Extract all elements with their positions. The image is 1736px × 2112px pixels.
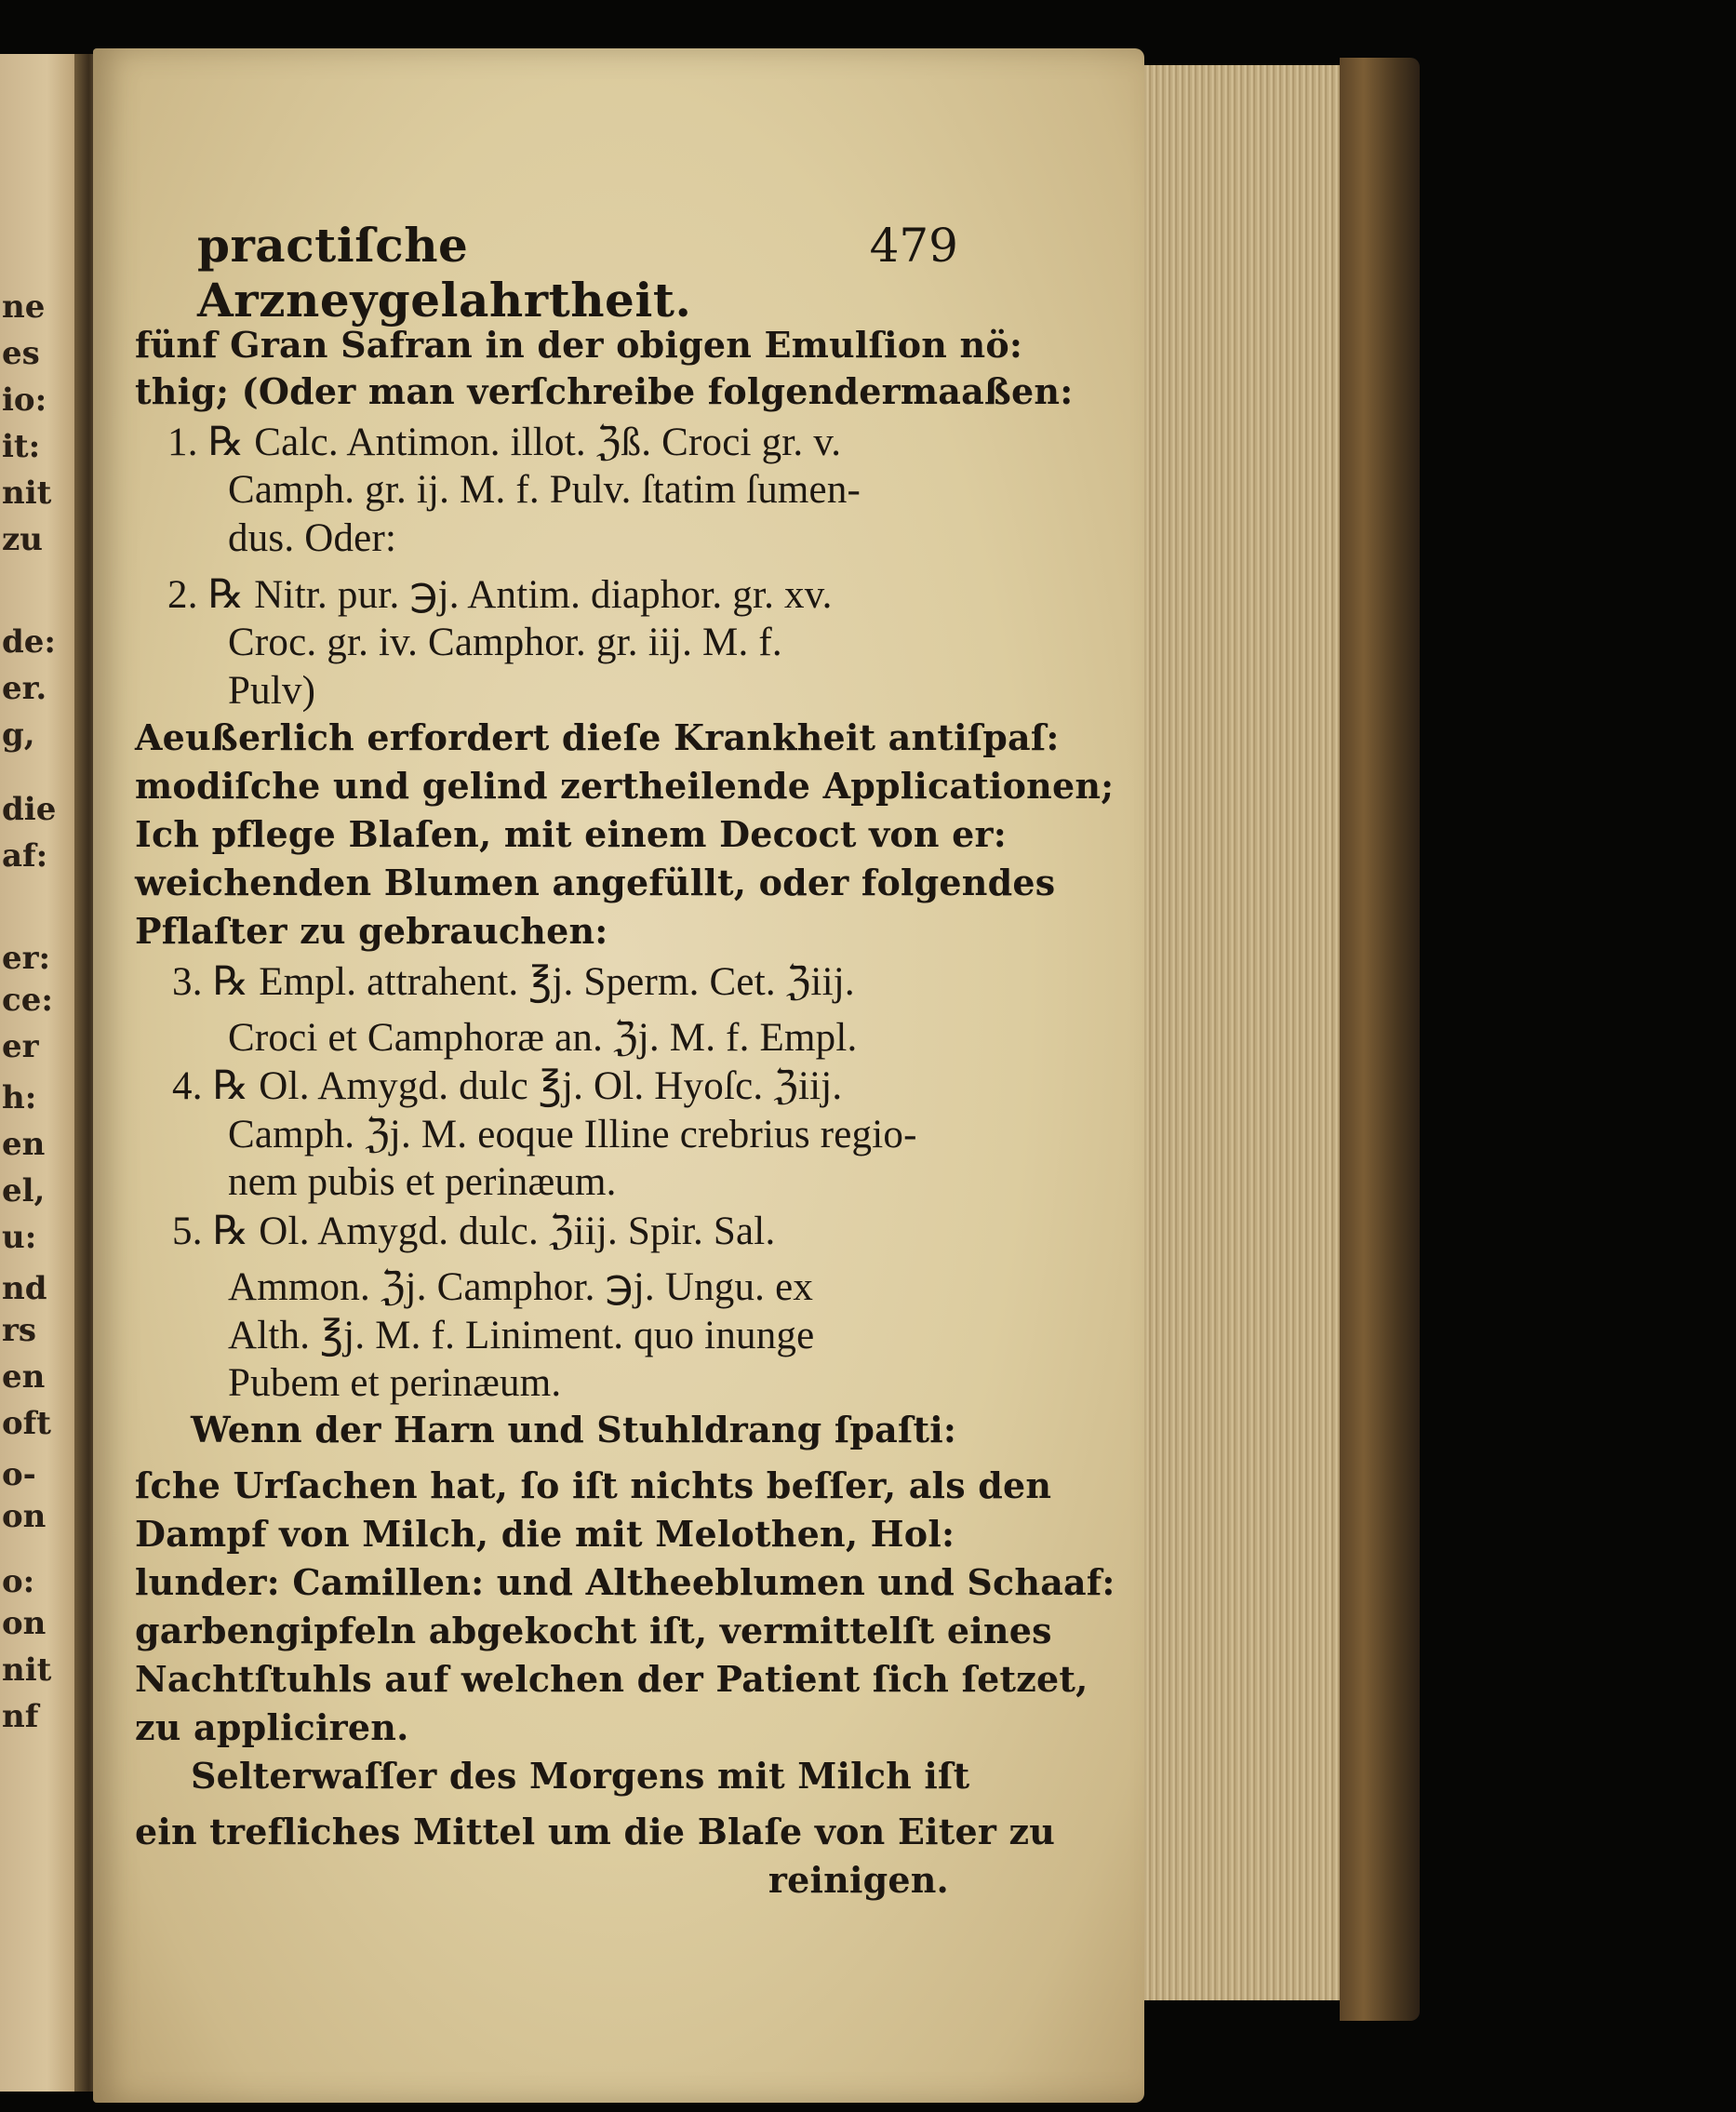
text-line: Ich pflege Blaſen, mit einem Decoct von er: — [135, 813, 1007, 855]
left-page-fragment: on — [2, 1498, 47, 1535]
left-page-fragment: g, — [2, 716, 35, 754]
text-line: weichenden Blumen angefüllt, oder folgendes — [135, 862, 1056, 903]
page-number: 479 — [869, 219, 958, 273]
prescription-line: Pubem et perinæum. — [228, 1361, 562, 1405]
left-page-fragment: it: — [2, 428, 41, 465]
left-page-fragment: er: — [2, 940, 51, 977]
prescription-line: Pulv) — [228, 669, 316, 713]
text-line: lunder: Camillen: und Altheeblumen und Schaaf: — [135, 1561, 1115, 1603]
prescription-line: Camph. gr. ij. M. f. Pulv. ſtatim ſumen- — [228, 468, 861, 512]
left-page-fragment: io: — [2, 381, 47, 419]
prescription-line: 3. ℞ Empl. attrahent. ℥j. Sperm. Cet. ℨiij. — [172, 960, 855, 1004]
text-line: Pflaſter zu gebrauchen: — [135, 910, 608, 952]
text-line: Wenn der Harn und Stuhldrang ſpaſti: — [191, 1409, 957, 1450]
prescription-line: Croc. gr. iv. Camphor. gr. iij. M. f. — [228, 621, 782, 664]
text-line: Nachtſtuhls auf welchen der Patient ſich ſetzet, — [135, 1658, 1088, 1700]
left-page-fragment: zu — [2, 521, 44, 558]
text-line: ein trefliches Mittel um die Blaſe von Eiter zu — [135, 1811, 1056, 1852]
prescription-line: Croci et Camphoræ an. ℨj. M. f. Empl. — [228, 1016, 858, 1060]
prescription-line: 2. ℞ Nitr. pur. ℈j. Antim. diaphor. gr. xv. — [167, 573, 833, 617]
prescription-line: 4. ℞ Ol. Amygd. dulc ℥j. Ol. Hyoſc. ℨiij. — [172, 1064, 843, 1108]
left-page-fragment: nit — [2, 1651, 52, 1689]
text-line: zu appliciren. — [135, 1706, 409, 1748]
left-page-fragment: nit — [2, 475, 52, 512]
book-cover-edge — [1340, 58, 1420, 2021]
left-page-fragment: u: — [2, 1219, 37, 1256]
left-page-fragment: er. — [2, 670, 47, 707]
left-page-fragment: de: — [2, 623, 56, 661]
left-page-fragment: es — [2, 335, 40, 372]
left-page-fragment: er — [2, 1028, 39, 1065]
left-page-fragment: on — [2, 1605, 47, 1642]
text-line: Selterwaſſer des Morgens mit Milch iſt — [191, 1755, 970, 1797]
prescription-line: Ammon. ℨj. Camphor. ℈j. Ungu. ex — [228, 1265, 814, 1309]
text-line: Dampf von Milch, die mit Melothen, Hol: — [135, 1513, 955, 1555]
page-block-edges — [1139, 65, 1362, 2000]
left-page-fragment: en — [2, 1126, 46, 1163]
left-page-fragment: o- — [2, 1456, 36, 1493]
prescription-line: 5. ℞ Ol. Amygd. dulc. ℨiij. Spir. Sal. — [172, 1210, 776, 1253]
left-page-fragment: h: — [2, 1079, 37, 1116]
prescription-line: Camph. ℨj. M. eoque Illine crebrius regio- — [228, 1113, 917, 1156]
text-line: Aeußerlich erfordert dieſe Krankheit antiſpaſ: — [135, 716, 1060, 758]
prescription-line: dus. Oder: — [228, 516, 397, 560]
left-page-fragment: af: — [2, 837, 48, 875]
running-head: practiſche Arzneygelahrtheit. — [197, 218, 692, 327]
left-page-fragment: rs — [2, 1312, 37, 1349]
left-page-fragment: oft — [2, 1405, 52, 1442]
left-page-fragment: nd — [2, 1270, 47, 1307]
left-page-fragment: nf — [2, 1698, 39, 1735]
prescription-line: 1. ℞ Calc. Antimon. illot. ℨß. Croci gr. v. — [167, 421, 842, 464]
text-line: ſche Urſachen hat, ſo iſt nichts beſſer, als den — [135, 1464, 1052, 1506]
left-page-fragment: ce: — [2, 982, 53, 1019]
text-line: reinigen. — [768, 1859, 949, 1901]
text-line: thig; (Oder man verſchreibe folgendermaaßen: — [135, 370, 1074, 412]
left-page-fragment: el, — [2, 1172, 46, 1210]
prescription-line: Alth. ℥j. M. f. Liniment. quo inunge — [228, 1314, 815, 1357]
left-page-fragment: ne — [2, 288, 46, 326]
left-page-fragment: en — [2, 1358, 46, 1396]
page-header — [197, 218, 958, 327]
prescription-line: nem pubis et perinæum. — [228, 1160, 617, 1204]
text-line: garbengipfeln abgekocht iſt, vermittelſt eines — [135, 1610, 1052, 1651]
text-line: fünf Gran Safran in der obigen Emulſion nö: — [135, 324, 1023, 366]
left-page-fragment: die — [2, 791, 57, 828]
text-line: modiſche und gelind zertheilende Applicationen; — [135, 765, 1115, 807]
left-page-fragment: o: — [2, 1563, 35, 1600]
